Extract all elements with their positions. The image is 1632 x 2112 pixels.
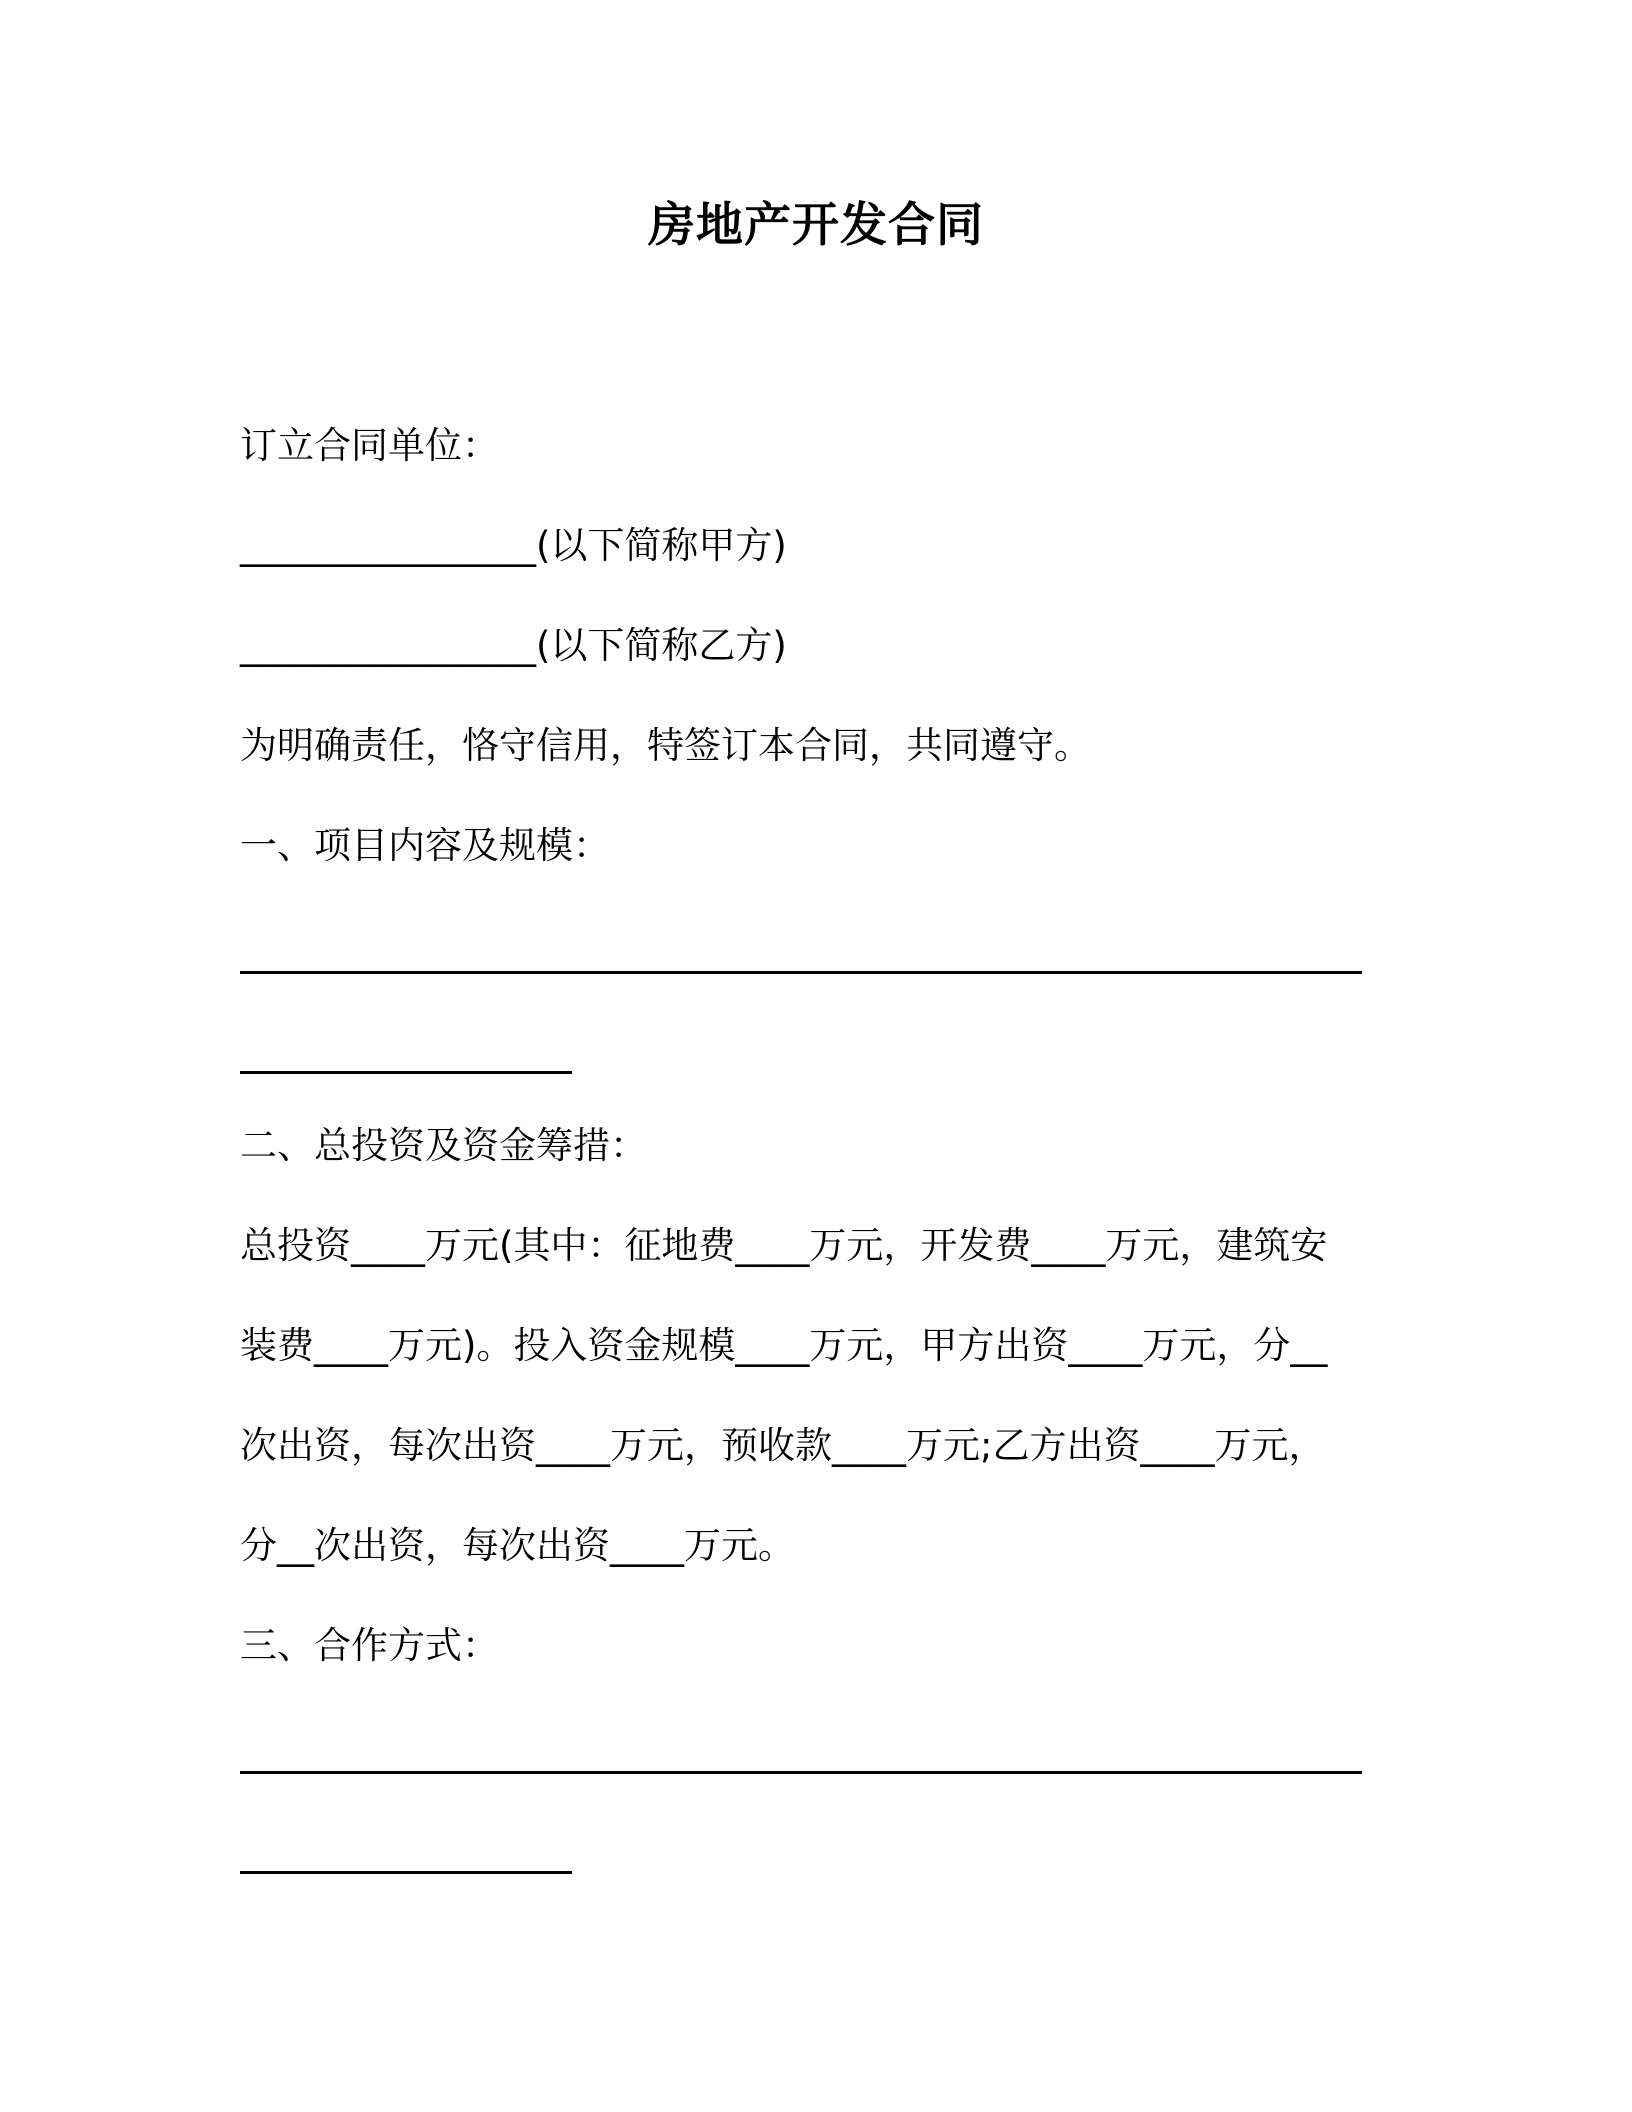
investment-paragraph-line-4: 分__次出资，每次出资____万元。 (240, 1524, 795, 1567)
contracting-parties-label: 订立合同单位： (240, 424, 499, 467)
investment-paragraph-line-2: 装费____万元)。投入资金规模____万元，甲方出资____万元，分__ (240, 1324, 1328, 1367)
section-3-blank-line-1 (240, 1771, 1362, 1774)
party-a-line: ________________(以下简称甲方) (240, 524, 787, 567)
preamble-paragraph: 为明确责任，恪守信用，特签订本合同，共同遵守。 (240, 724, 1091, 767)
investment-paragraph-line-1: 总投资____万元(其中：征地费____万元，开发费____万元，建筑安 (240, 1224, 1328, 1267)
section-1-blank-line-1 (240, 971, 1362, 974)
section-3-blank-line-2 (240, 1871, 572, 1874)
party-b-line: ________________(以下简称乙方) (240, 624, 787, 667)
section-1-heading: 一、项目内容及规模： (240, 824, 610, 867)
document-title: 房地产开发合同 (648, 198, 984, 253)
investment-paragraph-line-3: 次出资，每次出资____万元，预收款____万元;乙方出资____万元， (240, 1424, 1326, 1467)
section-1-blank-line-2 (240, 1071, 572, 1074)
section-3-heading: 三、合作方式： (240, 1624, 499, 1667)
section-2-heading: 二、总投资及资金筹措： (240, 1124, 647, 1167)
